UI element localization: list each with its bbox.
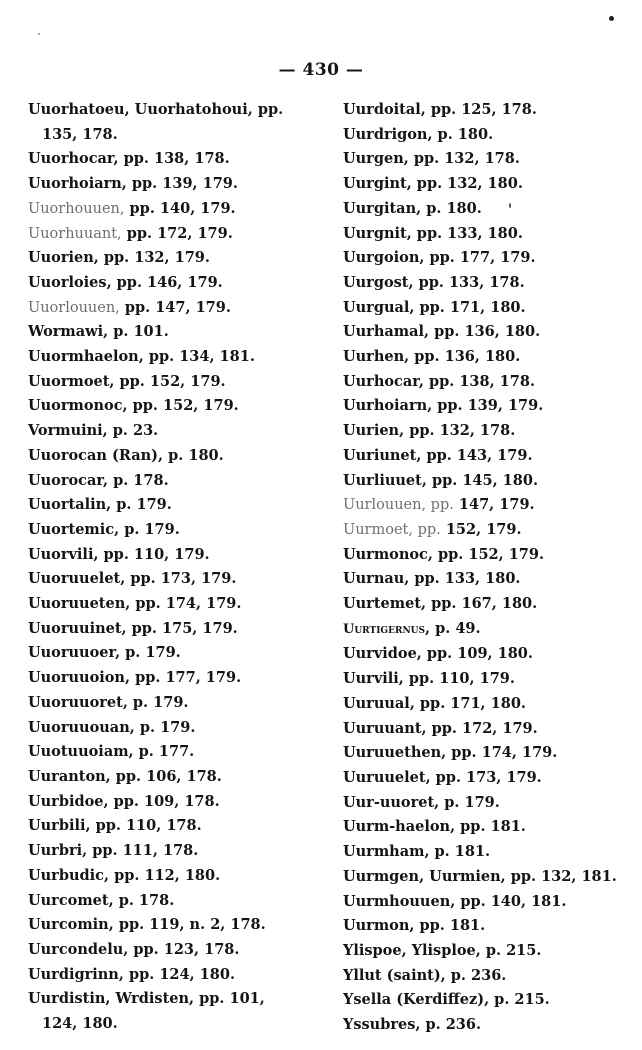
entry-text: Uuorhocar, pp. 138, 178. — [28, 150, 230, 168]
index-entry — [28, 320, 318, 345]
page-number: — 430 — — [278, 60, 364, 80]
entry-text: Uurgen, pp. 132, 178. — [343, 150, 520, 168]
entry-continuation: 135, 178. — [42, 125, 118, 143]
index-entry — [343, 197, 633, 222]
entry-text: Uurien, pp. 132, 178. — [343, 422, 516, 440]
index-entry — [28, 716, 318, 741]
entry-text: Uurhen, pp. 136, 180. — [343, 348, 521, 366]
entry-text: pp. 147, 179. — [119, 298, 231, 316]
entry-text: Uurcondelu, pp. 123, 178. — [28, 940, 240, 958]
index-entry — [28, 963, 318, 988]
index-entry — [343, 172, 633, 197]
entry-text: Uuoruuelet, pp. 173, 179. — [28, 570, 237, 588]
index-entry — [28, 469, 318, 494]
entry-text: , p. 49. — [425, 619, 481, 637]
entry-text: Uuormonoc, pp. 152, 179. — [28, 397, 239, 415]
entry-text: Uuorhatoeu, Uuorhatohoui, pp. — [28, 101, 284, 118]
entry-text: Uurbudic, pp. 112, 180. — [28, 866, 221, 884]
entry-faded-text: Uuorlouuen, — [28, 299, 120, 316]
index-entry — [28, 147, 318, 172]
index-entry — [343, 419, 633, 444]
entry-text: Uurm-haelon, pp. 181. — [343, 818, 526, 836]
ink-speck — [38, 33, 40, 35]
entry-text: Uurhamal, pp. 136, 180. — [343, 323, 541, 341]
index-entry — [343, 370, 633, 395]
entry-text: Uurvili, pp. 110, 179. — [343, 670, 515, 688]
index-entry — [343, 692, 633, 717]
index-entry — [343, 791, 633, 816]
entry-text: Uurmgen, Uurmien, pp. 132, 181. — [343, 867, 617, 885]
entry-text: Uurhoiarn, pp. 139, 179. — [343, 397, 544, 415]
index-entry — [28, 394, 318, 419]
index-entry — [343, 717, 633, 742]
index-entry — [28, 765, 318, 790]
index-entry — [28, 864, 318, 889]
index-entry — [343, 147, 633, 172]
index-entry — [343, 518, 633, 543]
index-entry — [28, 98, 318, 147]
entry-text: Uuorhoiarn, pp. 139, 179. — [28, 175, 238, 193]
entry-text: 147, 179. — [453, 496, 535, 514]
index-entry — [28, 666, 318, 691]
index-entry — [28, 246, 318, 271]
entry-text: Uuoruuoer, p. 179. — [28, 644, 181, 662]
entry-text: 152, 179. — [440, 520, 522, 538]
entry-text: Yllut (saint), p. 236. — [343, 966, 507, 984]
index-column-left — [28, 98, 318, 1037]
index-entry — [28, 839, 318, 864]
entry-text: Uuruuant, pp. 172, 179. — [343, 719, 538, 737]
entry-text: Uurcomin, pp. 119, n. 2, 178. — [28, 916, 266, 934]
entry-text: Uurmham, p. 181. — [343, 843, 491, 861]
index-entry — [28, 444, 318, 469]
ink-speck — [609, 16, 614, 21]
index-entry — [28, 197, 318, 222]
index-entry — [343, 939, 633, 964]
entry-text: Uurnau, pp. 133, 180. — [343, 570, 521, 588]
entry-text: Uurbri, pp. 111, 178. — [28, 842, 199, 860]
index-entry — [343, 642, 633, 667]
index-entry — [28, 617, 318, 642]
entry-text: Uurmonoc, pp. 152, 179. — [343, 545, 545, 563]
entry-text: Uuortalin, p. 179. — [28, 496, 172, 514]
entry-text: Uurgual, pp. 171, 180. — [343, 298, 526, 316]
entry-text: Uuruuelet, pp. 173, 179. — [343, 768, 542, 786]
index-entry — [28, 814, 318, 839]
entry-text: Vormuini, p. 23. — [28, 422, 159, 440]
entry-text: Uuormoet, pp. 152, 179. — [28, 372, 226, 390]
entry-text: pp. 172, 179. — [121, 224, 233, 242]
index-entry — [343, 1013, 633, 1038]
entry-faded-text: Uurlouuen, pp. — [343, 497, 454, 514]
index-entry — [343, 469, 633, 494]
entry-text: Uurgnit, pp. 133, 180. — [343, 224, 523, 242]
entry-text: Uurdistin, Wrdisten, pp. 101, — [28, 990, 265, 1008]
index-entry — [343, 345, 633, 370]
index-entry — [343, 271, 633, 296]
index-entry — [28, 889, 318, 914]
index-entry — [343, 493, 633, 518]
entry-text: Uuorloies, pp. 146, 179. — [28, 273, 223, 291]
entry-faded-text: Uuorhouuen, — [28, 200, 125, 217]
entry-text: Uuortemic, p. 179. — [28, 520, 180, 538]
index-column-right — [343, 98, 633, 1038]
entry-text: Uurbidoe, pp. 109, 178. — [28, 792, 220, 810]
entry-text: Uuriunet, pp. 143, 179. — [343, 446, 533, 464]
entry-text: Uurcomet, p. 178. — [28, 891, 175, 909]
index-entry — [28, 222, 318, 247]
index-entry — [343, 222, 633, 247]
index-entry — [28, 691, 318, 716]
entry-text: Uurgoion, pp. 177, 179. — [343, 249, 536, 267]
index-entry — [343, 592, 633, 617]
entry-text: Uuruuethen, pp. 174, 179. — [343, 744, 558, 762]
entry-text: Uurgint, pp. 132, 180. — [343, 175, 523, 193]
index-entry — [28, 567, 318, 592]
index-entry — [28, 740, 318, 765]
entry-text: Uuorocar, p. 178. — [28, 471, 169, 489]
entry-text: Uur-uuoret, p. 179. — [343, 793, 500, 811]
index-entry — [343, 617, 633, 643]
index-entry — [343, 543, 633, 568]
index-entry — [28, 172, 318, 197]
index-entry — [28, 271, 318, 296]
entry-text: Uurdigrinn, pp. 124, 180. — [28, 965, 235, 983]
entry-text: Yssubres, p. 236. — [343, 1016, 482, 1034]
entry-text: Uurgitan, p. 180. — [343, 199, 482, 217]
index-entry — [28, 419, 318, 444]
entry-text: Uurvidoe, pp. 109, 180. — [343, 645, 533, 663]
index-entry — [343, 766, 633, 791]
entry-text: Uurliuuet, pp. 145, 180. — [343, 471, 538, 489]
index-entry — [28, 938, 318, 963]
index-entry — [28, 345, 318, 370]
entry-text: Uurmon, pp. 181. — [343, 917, 486, 935]
index-entry — [343, 444, 633, 469]
index-entry — [28, 790, 318, 815]
index-entry — [343, 890, 633, 915]
index-entry — [28, 493, 318, 518]
entry-text: Uuoruueten, pp. 174, 179. — [28, 595, 242, 613]
index-entry — [343, 123, 633, 148]
entry-text: Uurhocar, pp. 138, 178. — [343, 372, 535, 390]
index-entry — [28, 543, 318, 568]
entry-text: Uuormhaelon, pp. 134, 181. — [28, 348, 255, 366]
index-entry — [28, 592, 318, 617]
index-entry — [343, 865, 633, 890]
index-entry — [28, 296, 318, 321]
index-entry — [343, 815, 633, 840]
index-entry — [343, 840, 633, 865]
entry-text: Wormawi, p. 101. — [28, 323, 169, 341]
entry-text: Uuranton, pp. 106, 178. — [28, 767, 222, 785]
entry-text: Uuorien, pp. 132, 179. — [28, 249, 210, 267]
index-entry — [28, 641, 318, 666]
index-entry — [28, 370, 318, 395]
entry-text: Uurtemet, pp. 167, 180. — [343, 595, 538, 613]
index-entry — [343, 741, 633, 766]
index-entry — [343, 567, 633, 592]
entry-text: Uurdoital, pp. 125, 178. — [343, 101, 537, 118]
entry-text: Uuorvili, pp. 110, 179. — [28, 545, 210, 563]
index-entry — [28, 987, 318, 1036]
entry-faded-text: Uuorhuuant, — [28, 225, 122, 242]
index-entry — [28, 913, 318, 938]
entry-text: Uuoruuinet, pp. 175, 179. — [28, 619, 238, 637]
entry-text: Ysella (Kerdiffez), p. 215. — [343, 991, 550, 1009]
index-entry — [343, 296, 633, 321]
index-entry — [343, 98, 633, 123]
index-entry — [28, 518, 318, 543]
index-entry — [343, 988, 633, 1013]
entry-text: Ylispoe, Ylisploe, p. 215. — [343, 941, 542, 959]
entry-faded-text: Uurmoet, pp. — [343, 521, 441, 538]
index-entry — [343, 394, 633, 419]
entry-text: Uuotuuoiam, p. 177. — [28, 743, 195, 761]
entry-continuation: 124, 180. — [42, 1015, 118, 1033]
entry-text: Uuorocan (Ran), p. 180. — [28, 446, 224, 464]
entry-text: Uurmhouuen, pp. 140, 181. — [343, 892, 567, 910]
entry-text: Uuruual, pp. 171, 180. — [343, 694, 526, 712]
entry-text: Uuoruuoret, p. 179. — [28, 693, 189, 711]
entry-text: Uurbili, pp. 110, 178. — [28, 817, 202, 835]
index-entry — [343, 667, 633, 692]
entry-text: Uurgost, pp. 133, 178. — [343, 273, 525, 291]
index-entry — [343, 964, 633, 989]
entry-smallcaps-name: Uurtigernus — [343, 621, 426, 637]
entry-text: Uurdrigon, p. 180. — [343, 125, 494, 143]
index-entry — [343, 246, 633, 271]
index-entry — [343, 914, 633, 939]
entry-text: pp. 140, 179. — [124, 199, 236, 217]
entry-text: Uuoruuoion, pp. 177, 179. — [28, 669, 242, 687]
index-entry — [343, 320, 633, 345]
entry-text: Uuoruuouan, p. 179. — [28, 718, 196, 736]
